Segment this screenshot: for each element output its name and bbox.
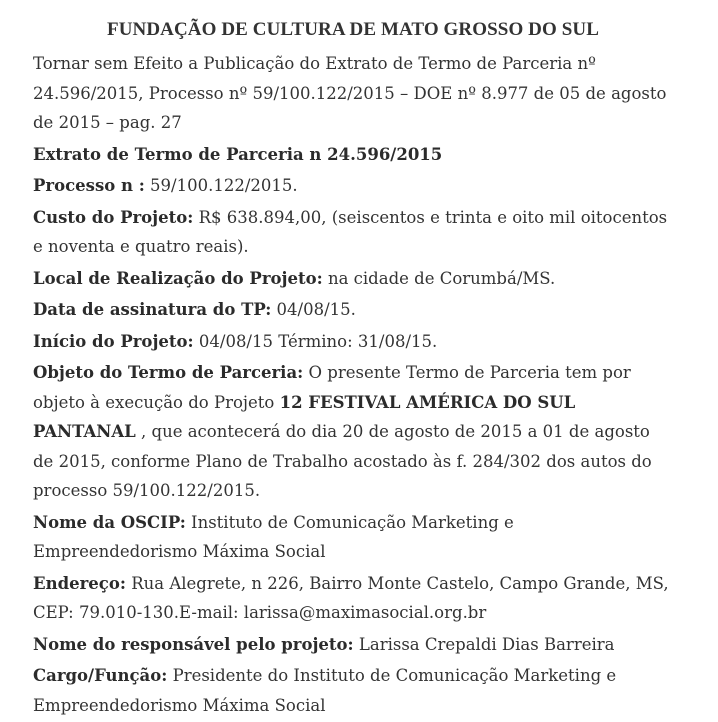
intro-paragraph: Tornar sem Efeito a Publicação do Extrato de Termo de Parceria nº 24.596/2015, Processo nº 59/100.122/2015 – DOE nº 8.977 de 05 de agosto de 2015 – pag. 27: [33, 54, 667, 132]
objeto-text-before: O presente Termo de Parceria tem por objeto à execução do Projeto: [33, 363, 631, 412]
document-body: [33, 0, 673, 722]
objeto-project-name: 12 FESTIVAL AMÉRICA DO SUL PANTANAL: [33, 392, 576, 441]
endereco-value: Rua Alegrete, n 226, Bairro Monte Castelo, Campo Grande, MS, CEP: 79.010-130.E-mail: larissa@maximasocial.org.br: [33, 573, 669, 622]
data-assinatura-label: Data de assinatura do TP:: [33, 300, 272, 319]
responsavel-label: Nome do responsável pelo projeto:: [33, 634, 354, 654]
endereco-label: Endereço:: [33, 573, 126, 593]
cargo-line: [33, 661, 673, 720]
inicio-label: Início do Projeto:: [33, 331, 194, 351]
inicio-line: [33, 327, 673, 357]
processo-line: [33, 171, 673, 201]
inicio-value: 04/08/15 Término: 31/08/15.: [193, 331, 438, 351]
objeto-line: [33, 358, 673, 506]
page-title: FUNDAÇÃO DE CULTURA DE MATO GROSSO DO SUL: [106, 19, 599, 40]
custo-value: R$ 638.894,00, (seiscentos e trinta e oito mil oitocentos e noventa e quatro reais).: [33, 207, 668, 256]
oscip-value: Instituto de Comunicação Marketing e Empreendedorismo Máxima Social: [33, 512, 514, 561]
cargo-value: Presidente do Instituto de Comunicação Marketing e Empreendedorismo Máxima Social: [33, 666, 617, 715]
extract-heading: Extrato de Termo de Parceria n 24.596/2015: [33, 144, 443, 164]
objeto-label: Objeto do Termo de Parceria:: [33, 363, 304, 382]
responsavel-line: [33, 630, 673, 660]
cargo-label: Cargo/Função:: [33, 666, 168, 685]
endereco-line: [33, 569, 673, 628]
local-label: Local de Realização do Projeto:: [33, 268, 323, 288]
oscip-label: Nome da OSCIP:: [33, 512, 186, 532]
processo-label: Processo n :: [33, 176, 145, 195]
data-assinatura-line: [33, 295, 673, 325]
objeto-text-after: , que acontecerá do dia 20 de agosto de 2015 a 01 de agosto de 2015, conforme Plano de Trabalho acostado às f. 284/302 dos autos do processo 59/100.122/2015.: [33, 422, 652, 500]
processo-value: 59/100.122/2015.: [144, 176, 298, 195]
local-line: [33, 264, 673, 294]
data-assinatura-value: 04/08/15.: [271, 300, 356, 319]
custo-label: Custo do Projeto:: [33, 207, 194, 227]
custo-line: [33, 203, 673, 262]
local-value: na cidade de Corumbá/MS.: [322, 268, 556, 288]
oscip-line: [33, 508, 673, 567]
responsavel-value: Larissa Crepaldi Dias Barreira: [353, 634, 615, 654]
